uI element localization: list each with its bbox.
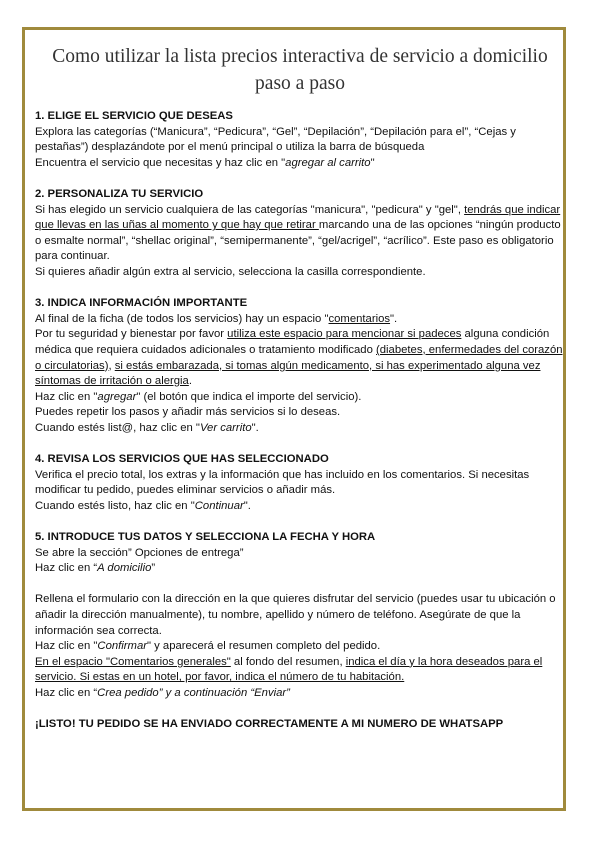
step-5-delivery: Se abre la sección” Opciones de entrega” <box>35 546 244 559</box>
text-run: " (el botón que indica el importe del servicio). <box>136 390 362 403</box>
step-3-heading: 3. INDICA INFORMACIÓN IMPORTANTE <box>35 297 248 310</box>
emphasis-confirm: Confirmar <box>97 640 147 653</box>
text-run: ". <box>243 499 251 512</box>
step-5-heading: 5. INTRODUCE TUS DATOS Y SELECCIONA LA FECHA Y HORA <box>35 531 376 544</box>
text-run: . <box>188 375 192 388</box>
step-4-text: Verifica el precio total, los extras y la información que has incluido en los comentarios. Si necesitas modificar tu pedido, puedes eliminar servicios o añadir más. <box>35 468 530 497</box>
step-5-send <box>35 686 565 702</box>
step-4 <box>35 452 565 514</box>
step-5-general-comments <box>35 655 565 686</box>
emphasis-add: agregar <box>97 390 137 403</box>
emphasis-create-order: Crea pedido” y a continuación “Enviar” <box>97 686 290 699</box>
text-run: Haz clic en " <box>35 390 98 403</box>
emphasis-home: A domicilio <box>97 562 152 575</box>
step-2-heading: 2. PERSONALIZA TU SERVICIO <box>35 187 204 200</box>
step-5-form <box>35 592 565 701</box>
final-message: ¡LISTO! TU PEDIDO SE HA ENVIADO CORRECTAMENTE A MI NUMERO DE WHATSAPP <box>35 718 504 731</box>
text-run: ". <box>390 312 398 325</box>
underlined-text: comentarios <box>328 312 391 325</box>
underlined-text: si estás embarazada, si tomas algún medicamento, si has experimentado alguna vez síntomas de irritación o alergia <box>35 359 541 388</box>
text-run: " y aparecerá el resumen completo del pedido. <box>147 640 381 653</box>
step-3-cart <box>35 421 565 437</box>
step-3-safety <box>35 327 565 389</box>
page-title: Como utilizar la lista precios interactiva de servicio a domicilio paso a paso <box>52 46 548 94</box>
step-1-heading: 1. ELIGE EL SERVICIO QUE DESEAS <box>35 110 233 122</box>
text-run: ". <box>251 421 259 434</box>
text-run: Haz clic en “ <box>35 562 98 575</box>
text-run: Encuentra el servicio que necesitas y haz clic en " <box>35 156 286 169</box>
emphasis-view-cart: Ver carrito <box>199 421 252 434</box>
text-run: Por tu seguridad y bienestar por favor <box>35 328 228 341</box>
step-5 <box>35 530 565 577</box>
text-run: ” <box>151 562 156 575</box>
step-3-repeat: Puedes repetir los pasos y añadir más servicios si lo deseas. <box>35 406 341 419</box>
text-run: Si has elegido un servicio cualquiera de las categorías "manicura", "pedicura" y "gel", <box>35 203 465 216</box>
emphasis-continue: Continuar <box>194 499 244 512</box>
step-1-text: Explora las categorías (“Manicura”, “Pedicura”, “Gel”, “Depilación”, “Depilación para el”, “Cejas y pestañas”) desplazándote por el menú principal o utiliza la barra de búsqueda <box>35 125 516 154</box>
step-2-extra: Si quieres añadir algún extra al servicio, selecciona la casilla correspondiente. <box>35 265 426 278</box>
text-run: Haz clic en “ <box>35 686 98 699</box>
text-run: alguna condición médica que requiera cuidados adicionales o tratamiento modificado <box>35 328 550 356</box>
text-run: " <box>370 156 375 169</box>
step-3-comments <box>35 312 565 328</box>
step-4-heading: 4. REVISA LOS SERVICIOS QUE HAS SELECCIONADO <box>35 453 329 466</box>
step-5-confirm <box>35 639 565 655</box>
step-5-form-text: Rellena el formulario con la dirección en la que quieres disfrutar del servicio (puedes usar tu ubicación o añadir la dirección manualmente), tu nombre, apellido y número de teléfono. Asegúrate de que la información sea correcta. <box>35 593 556 637</box>
text-run: , <box>108 359 115 372</box>
document-body <box>35 43 565 733</box>
underlined-text: (diabetes, enfermedades del corazón o circulatorias) <box>35 343 563 372</box>
text-run: Cuando estés listo, haz clic en " <box>35 499 195 512</box>
underlined-text: indica el día y la hora deseados para el servicio. Si estas en un hotel, por favor, indica el número de tu habitación. <box>35 655 543 684</box>
step-2 <box>35 187 565 281</box>
step-3-add <box>35 390 565 406</box>
underlined-text: En el espacio "Comentarios generales" <box>35 655 231 668</box>
step-4-continue <box>35 499 565 515</box>
step-1 <box>35 109 565 171</box>
text-run: al fondo del resumen, <box>230 655 346 668</box>
underlined-text: utiliza este espacio para mencionar si padeces <box>227 328 462 341</box>
text-run: Haz clic en " <box>35 640 98 653</box>
text-run: Al final de la ficha (de todos los servicios) hay un espacio " <box>35 312 329 325</box>
text-run: marcando una de las opciones “ningún producto o esmalte normal”, “shellac original”, “semipermanente”, “gel/acrigel”, “acrílico”. Este paso es obligatorio para continuar. <box>35 219 561 263</box>
text-run: Cuando estés list@, haz clic en " <box>35 421 200 434</box>
step-2-text <box>35 203 565 265</box>
emphasis-add-to-cart: agregar al carrito <box>285 156 371 169</box>
step-3 <box>35 296 565 436</box>
step-1-action <box>35 156 565 172</box>
underlined-text: tendrás que indicar que llevas en las uñas al momento y que hay que retirar <box>35 203 561 232</box>
step-5-home <box>35 561 565 577</box>
